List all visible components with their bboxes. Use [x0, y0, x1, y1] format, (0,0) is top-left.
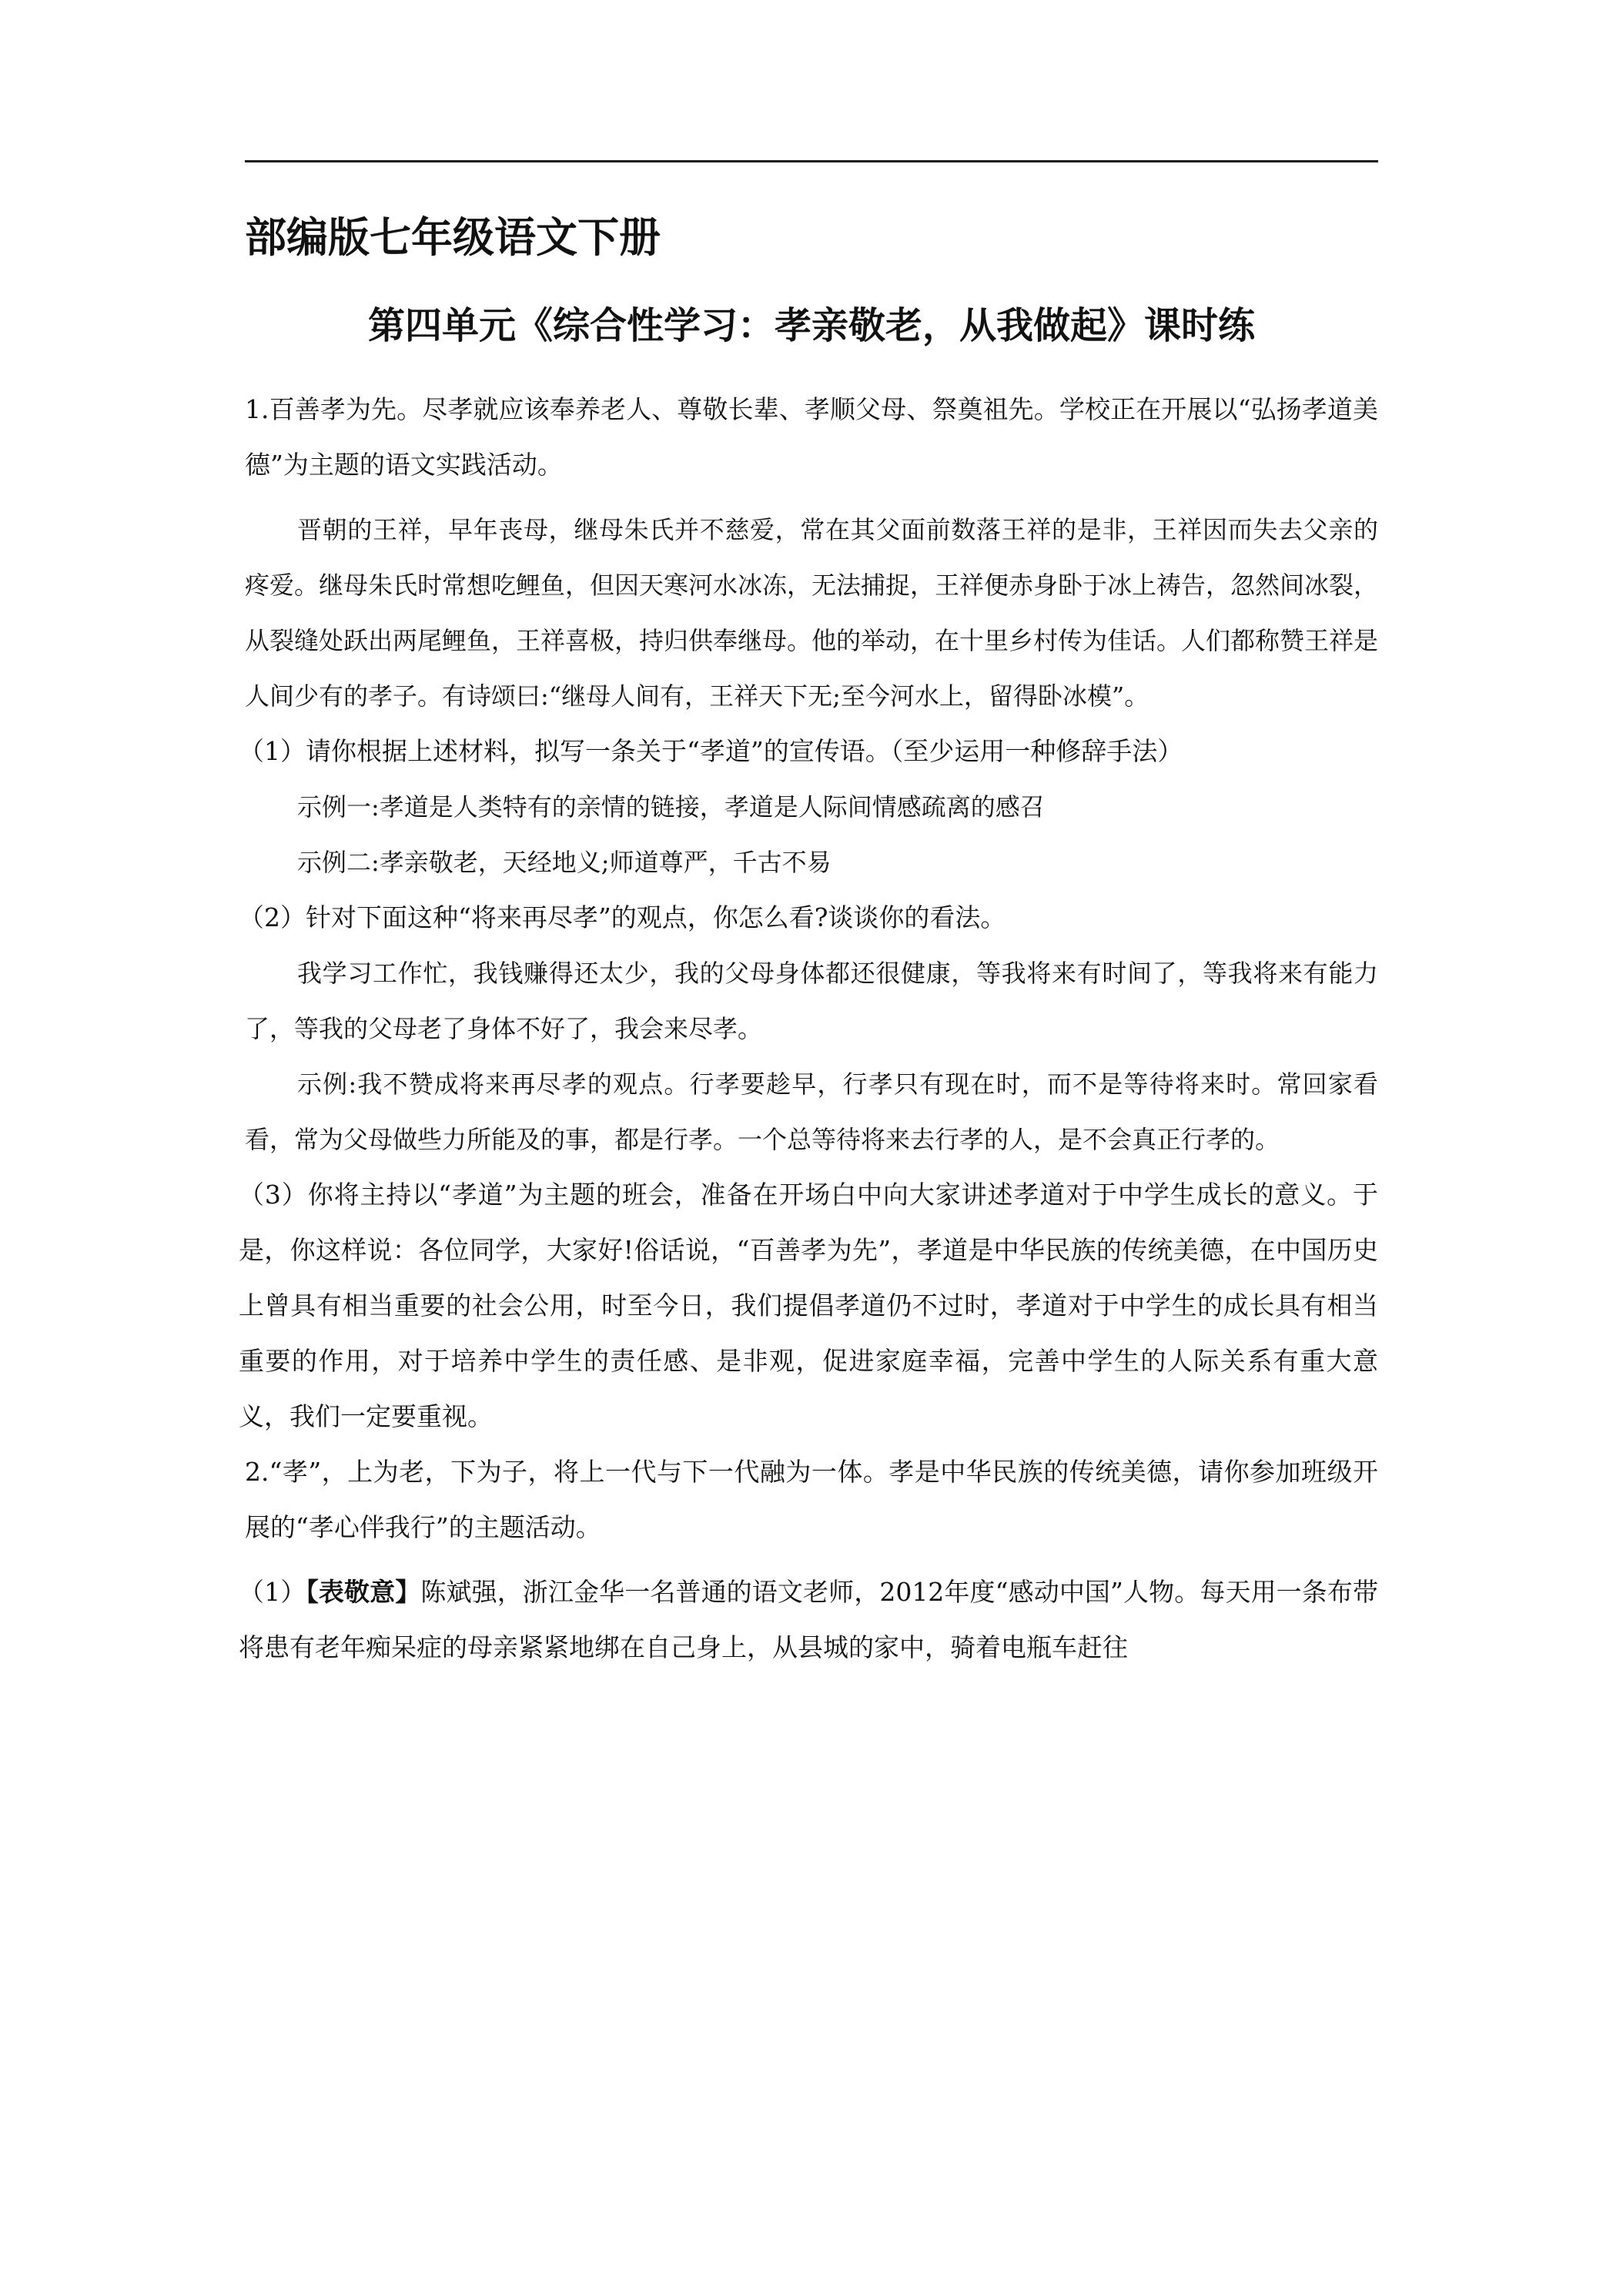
question-1-part-1: （1）请你根据上述材料，拟写一条关于“孝道”的宣传语。（至少运用一种修辞手法） [239, 736, 1183, 766]
question-1-material: 晋朝的王祥，早年丧母，继母朱氏并不慈爱，常在其父面前数落王祥的是非，王祥因而失去父亲的疼爱。继母朱氏时常想吃鲤鱼，但因天寒河水冰冻，无法捕捉，王祥便赤身卧于冰上祷告，忽然间冰裂，从裂缝处跃出两尾鲤鱼，王祥喜极，持归供奉继母。他的举动，在十里乡村传为佳话。人们都称赞王祥是人间少有的孝子。有诗颂曰:“继母人间有，王祥天下无;至今河水上，留得卧冰模”。 [245, 515, 1379, 711]
question-1-example-1: 示例一:孝道是人类特有的亲情的链接，孝道是人际间情感疏离的感召 [297, 792, 1045, 822]
question-1-part-2-example: 示例:我不赞成将来再尽孝的观点。行孝要趁早，行孝只有现在时，而不是等待将来时。常回家看看，常为父母做些力所能及的事，都是行孝。一个总等待将来去行孝的人，是不会真正行孝的。 [245, 1069, 1378, 1154]
question-2-part-1-number: （1） [239, 1577, 306, 1607]
header-rule [245, 160, 1378, 162]
document-subtitle: 第四单元《综合性学习：孝亲敬老，从我做起》课时练 [367, 304, 1255, 347]
question-1-part-3: （3）你将主持以“孝道”为主题的班会，准备在开场白中向大家讲述孝道对于中学生成长的意义。于是，你这样说：各位同学，大家好!俗话说，“百善孝为先”，孝道是中华民族的传统美德，在中国历史上曾具有相当重要的社会公用，时至今日，我们提倡孝道仍不过时，孝道对于中学生的成长具有相当重要的作用，对于培养中学生的责任感、是非观，促进家庭幸福，完善中学生的人际关系有重大意义，我们一定要重视。 [239, 1180, 1378, 1431]
question-1-stem: 1.百善孝为先。尽孝就应该奉养老人、尊敬长辈、孝顺父母、祭奠祖先。学校正在开展以“弘扬孝道美德”为主题的语文实践活动。 [245, 394, 1378, 480]
question-2-stem: 2.“孝”，上为老，下为子，将上一代与下一代融为一体。孝是中华民族的传统美德，请你参加班级开展的“孝心伴我行”的主题活动。 [245, 1457, 1378, 1542]
document-title: 部编版七年级语文下册 [245, 213, 661, 262]
question-1-part-2-material: 我学习工作忙，我钱赚得还太少，我的父母身体都还很健康，等我将来有时间了，等我将来有能力了，等我的父母老了身体不好了，我会来尽孝。 [245, 959, 1378, 1043]
question-1-example-2: 示例二:孝亲敬老，天经地义;师道尊严，千古不易 [297, 848, 832, 877]
question-1-part-2: （2）针对下面这种“将来再尽孝”的观点，你怎么看?谈谈你的看法。 [239, 902, 1006, 932]
document-body [239, 382, 1379, 1675]
question-2-part-1-text: 陈斌强，浙江金华一名普通的语文老师，2012年度“感动中国”人物。每天用一条布带将患有老年痴呆症的母亲紧紧地绑在自己身上，从县城的家中，骑着电瓶车赶往 [239, 1577, 1378, 1662]
question-2-part-1 [239, 1565, 1378, 1675]
question-2-part-1-label: 【表敬意】 [306, 1577, 421, 1607]
